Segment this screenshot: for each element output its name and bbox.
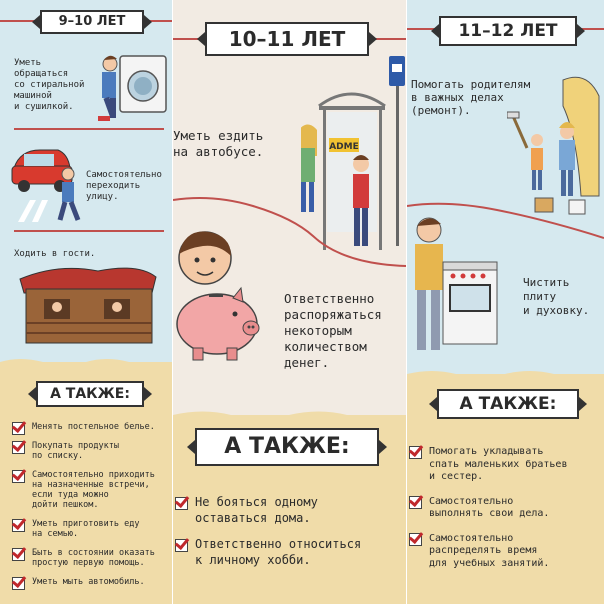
checkmark-icon bbox=[12, 470, 25, 483]
checkmark-icon bbox=[12, 422, 25, 435]
also-title-banner: А ТАКЖЕ: bbox=[36, 381, 144, 407]
list-item: Самостоятельно выполнять свои дела. bbox=[409, 496, 603, 521]
skill-visiting: Ходить в гости. bbox=[14, 249, 96, 259]
also-list bbox=[175, 494, 403, 568]
list-item: Уметь приготовить еду на семью. bbox=[12, 519, 170, 539]
washing-machine-illustration bbox=[96, 50, 170, 134]
crossing-street-illustration bbox=[10, 142, 86, 226]
list-item: Помогать укладывать спать маленьких братьев и сестер. bbox=[409, 446, 603, 484]
checkmark-icon bbox=[409, 496, 422, 509]
age-title-banner: 10–11 ЛЕТ bbox=[205, 22, 369, 56]
skill-laundry: Уметь обращаться со стиральной машиной и сушилкой. bbox=[14, 58, 85, 112]
panel-age-9-10 bbox=[0, 0, 172, 604]
skill-bus: Уметь ездить на автобусе. bbox=[173, 128, 264, 159]
skill-clean-stove: Чистить плиту и духовку. bbox=[523, 276, 590, 317]
piggy-bank-illustration bbox=[173, 228, 265, 368]
also-list bbox=[409, 446, 603, 570]
house-visit-illustration bbox=[18, 263, 158, 349]
panel-age-10-11 bbox=[173, 0, 406, 604]
stove-illustration bbox=[409, 212, 501, 360]
repair-illustration bbox=[507, 76, 602, 216]
list-item: Покупать продукты по списку. bbox=[12, 441, 170, 461]
list-item: Самостоятельно распределять время для учебных занятий. bbox=[409, 533, 603, 571]
divider-line bbox=[14, 128, 164, 130]
skill-money: Ответственно распоряжаться некоторым количеством денег. bbox=[284, 291, 382, 370]
age-title-banner: 11–12 ЛЕТ bbox=[439, 16, 577, 46]
divider-line bbox=[14, 230, 164, 232]
wavy-edge bbox=[407, 368, 604, 380]
bus-stop-sign: ADME bbox=[329, 142, 359, 152]
checkmark-icon bbox=[12, 548, 25, 561]
checkmark-icon bbox=[12, 577, 25, 590]
checkmark-icon bbox=[175, 497, 188, 510]
also-title-banner: А ТАКЖЕ: bbox=[195, 428, 379, 466]
wavy-edge bbox=[173, 408, 406, 422]
list-item: Уметь мыть автомобиль. bbox=[12, 577, 170, 587]
also-title-banner: А ТАКЖЕ: bbox=[437, 389, 579, 419]
checkmark-icon bbox=[12, 519, 25, 532]
checkmark-icon bbox=[12, 441, 25, 454]
wavy-edge bbox=[0, 356, 172, 368]
panel-age-11-12 bbox=[407, 0, 604, 604]
checkmark-icon bbox=[409, 533, 422, 546]
checkmark-icon bbox=[175, 539, 188, 552]
list-item: Быть в состоянии оказать простую первую помощь. bbox=[12, 548, 170, 568]
list-item: Ответственно относиться к личному хобби. bbox=[175, 536, 403, 568]
list-item: Самостоятельно приходить на назначенные встречи, если туда можно дойти пешком. bbox=[12, 470, 170, 510]
age-title-banner: 9–10 ЛЕТ bbox=[40, 10, 144, 34]
list-item: Менять постельное белье. bbox=[12, 422, 170, 432]
also-list bbox=[12, 422, 170, 587]
list-item: Не бояться одному оставаться дома. bbox=[175, 494, 403, 526]
skill-cross-street: Самостоятельно переходить улицу. bbox=[86, 170, 162, 202]
skill-repair: Помогать родителям в важных делах (ремонт). bbox=[411, 78, 531, 117]
checkmark-icon bbox=[409, 446, 422, 459]
